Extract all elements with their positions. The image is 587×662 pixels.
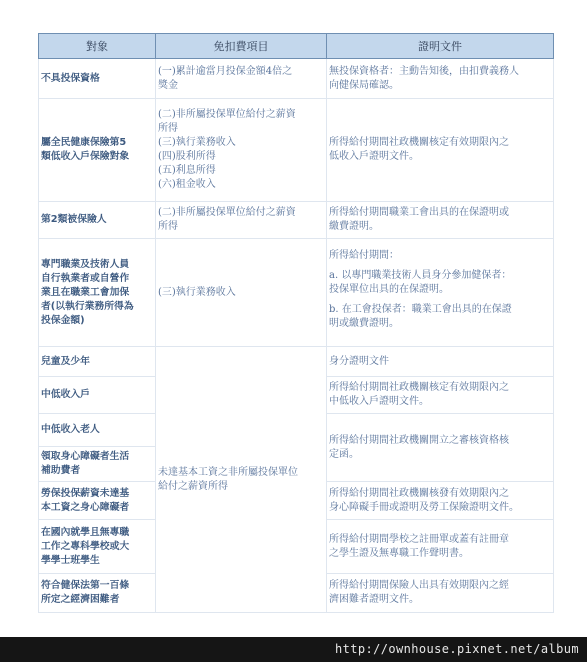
target-text: 符合健保法第一百條 [41,580,130,591]
target-text: 兒童及少年 [41,355,90,367]
exempt-text: (六)租金收入 [158,179,216,190]
target-text: 在國內就學且無專職 [41,526,130,538]
target-text: 屬全民健康保險第5 [41,137,127,148]
target-cell [39,482,156,520]
target-text: 業且在職業工會加保 [41,286,130,298]
proof-text: 向健保局確認。 [329,79,399,91]
exempt-text: 獎金 [158,79,178,91]
exempt-cell-shared [156,347,327,613]
proof-text: 明或繳費證明。 [329,317,399,329]
exempt-text: 給付之薪資所得 [158,480,228,492]
table-row [39,59,554,99]
header-proof-docs: 證明文件 [327,34,554,59]
watermark-bar [0,637,587,662]
table-row [39,99,554,202]
exempt-text: (一)累計逾當月投保金額4倍之 [158,65,293,77]
exempt-cell [156,99,327,202]
proof-text: 所得給付期間社政機關核定有效期限內之 [329,382,509,393]
table-row [39,239,554,347]
target-text: 勞保投保薪資未達基 [41,487,130,499]
target-text: 工作之專科學校或大 [41,540,130,552]
proof-text: 定函。 [329,448,359,460]
target-text: 類低收入戶保險對象 [41,151,130,162]
target-text: 不具投保資格 [41,72,100,84]
target-text: 所定之經濟困難者 [41,594,120,605]
exemption-table [38,33,554,613]
target-text: 補助費者 [41,465,81,476]
target-cell [39,574,156,613]
proof-text: 繳費證明。 [329,221,379,232]
watermark-url: http://ownhouse.pixnet.net/album [335,642,579,656]
proof-text: 之學生證及無專職工作聲明書。 [329,547,469,559]
proof-text: 所得給付期間學校之註冊單或蓋有註冊章 [329,533,509,545]
target-text: 專門職業及技術人員 [41,258,130,270]
proof-cell [327,59,554,99]
target-text: 投保金額) [41,314,85,326]
exempt-text: (三)執行業務收入 [158,286,236,298]
table-row [39,347,554,377]
exempt-cell [156,59,327,99]
proof-text: 低收入戶證明文件。 [329,151,419,162]
exempt-text: 所得 [158,221,178,232]
proof-text: 投保單位出具的在保證明。 [329,283,449,295]
proof-text: 所得給付期間保險人出具有效期限內之經 [329,580,509,591]
target-text: 自行執業者或自營作 [41,272,130,284]
target-cell [39,377,156,414]
proof-text: a. 以專門職業技術人員身分參加健保者： [329,269,512,281]
exempt-text: 所得 [158,123,178,134]
proof-text: 無投保資格者：主動告知後，由扣費義務人 [329,65,519,77]
proof-text: 所得給付期間社政機關核定有效期限內之 [329,137,509,148]
proof-text: 身心障礙手冊或證明及勞工保險證明文件。 [329,501,519,513]
proof-text: 所得給付期間社政機關開立之審核資格核 [329,434,509,446]
target-text: 本工資之身心障礙者 [41,501,130,513]
exempt-cell [156,239,327,347]
exempt-text: (五)利息所得 [158,165,216,176]
proof-text: 所得給付期間職業工會出具的在保證明或 [329,207,509,218]
target-text: 第2類被保險人 [41,214,107,225]
header-target: 對象 [39,34,156,59]
table-row [39,202,554,239]
proof-text: 所得給付期間社政機關核發有效期限內之 [329,487,509,499]
proof-text: 中低收入戶證明文件。 [329,396,429,407]
exempt-cell [156,202,327,239]
header-exempt-items: 免扣費項目 [156,34,327,59]
proof-cell-shared [327,414,554,482]
target-text: 領取身心障礙者生活 [41,451,130,462]
proof-cell [327,347,554,377]
exempt-text: (二)非所屬投保單位給付之薪資 [158,109,296,120]
target-cell [39,520,156,574]
target-text: 學學士班學生 [41,554,100,566]
proof-cell [327,377,554,414]
exempt-text: 未達基本工資之非所屬投保單位 [158,466,298,478]
proof-text: 濟困難者證明文件。 [329,594,419,605]
target-text: 中低收入老人 [41,424,100,435]
target-cell [39,59,156,99]
exempt-text: (二)非所屬投保單位給付之薪資 [158,207,296,218]
target-cell [39,99,156,202]
exempt-text: (三)執行業務收入 [158,137,236,148]
target-cell [39,202,156,239]
proof-text: b. 在工會投保者：職業工會出具的在保證 [329,303,512,315]
target-cell [39,414,156,447]
table-header-row [39,34,554,59]
target-cell [39,239,156,347]
proof-cell [327,520,554,574]
proof-cell [327,202,554,239]
proof-text: 身分證明文件 [329,355,389,367]
target-cell [39,447,156,482]
target-text: 者(以執行業務所得為 [41,300,134,312]
target-text: 中低收入戶 [41,389,90,400]
exempt-text: (四)股利所得 [158,151,216,162]
proof-item-a [329,269,551,297]
proof-cell [327,239,554,347]
proof-cell [327,574,554,613]
proof-cell [327,99,554,202]
proof-intro: 所得給付期間： [329,249,399,261]
proof-item-b [329,303,551,331]
target-cell [39,347,156,377]
proof-cell [327,482,554,520]
